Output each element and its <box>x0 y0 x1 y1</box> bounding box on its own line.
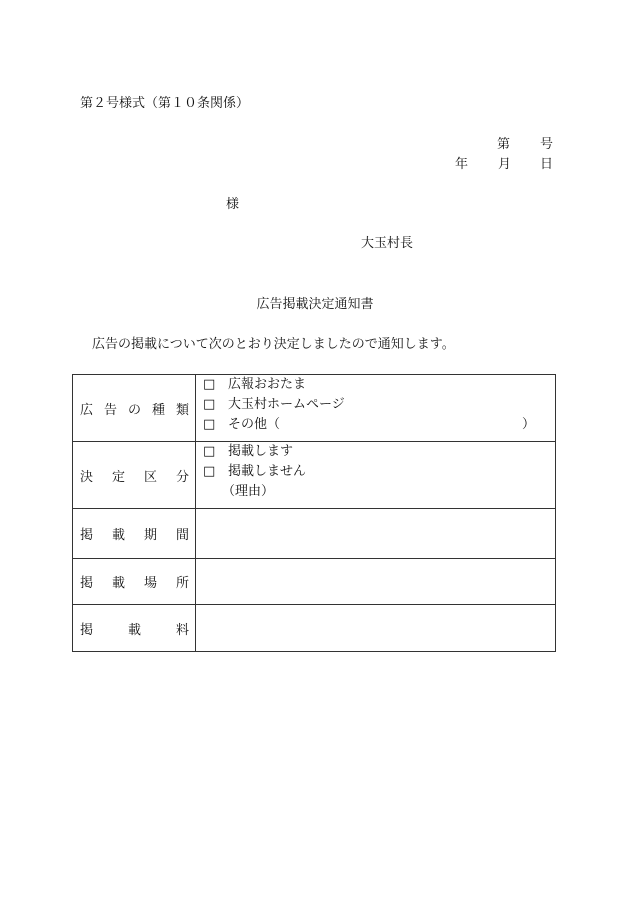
label-char: 間 <box>175 528 189 543</box>
document-number-suffix: 号 <box>539 137 553 152</box>
label-char: 載 <box>127 622 141 638</box>
label-place <box>73 559 196 605</box>
option-label: 掲載します <box>228 444 294 459</box>
checkbox[interactable]: □ <box>203 464 216 479</box>
sender-name: 大玉村長 <box>361 236 414 251</box>
label-char: 種 <box>151 402 165 418</box>
row-place <box>73 559 556 605</box>
label-char: 場 <box>143 576 157 591</box>
checkbox[interactable]: □ <box>203 417 216 432</box>
checkbox[interactable]: □ <box>203 377 216 392</box>
label-char: 載 <box>111 528 125 543</box>
label-char: 載 <box>111 576 125 591</box>
label-char: 掲 <box>80 622 94 638</box>
document-number-prefix: 第 <box>497 137 511 152</box>
option-not-publish <box>202 462 549 482</box>
label-char: の <box>127 402 141 418</box>
label-char: 類 <box>175 402 189 418</box>
row-ad-type <box>73 375 556 442</box>
option-label: その他（ <box>228 417 281 432</box>
reason-label: （理由） <box>222 484 275 499</box>
recipient-suffix: 様 <box>226 197 240 212</box>
label-ad-type <box>73 375 196 442</box>
content-fee[interactable] <box>196 605 556 652</box>
checkbox[interactable]: □ <box>203 444 216 459</box>
checkbox[interactable]: □ <box>203 397 216 412</box>
option-label: 大玉村ホームページ <box>228 397 345 412</box>
notice-table <box>72 374 556 652</box>
row-period <box>73 509 556 559</box>
form-number: 第２号様式（第１０条関係） <box>80 96 250 111</box>
option-label: 掲載しません <box>228 464 307 479</box>
label-char: 定 <box>111 469 125 485</box>
label-char: 期 <box>143 528 157 543</box>
date-month: 月 <box>498 157 512 172</box>
label-char: 所 <box>175 576 189 591</box>
content-place[interactable] <box>196 559 556 605</box>
other-close-paren: ） <box>522 417 536 432</box>
option-publish <box>202 442 549 462</box>
option-other <box>202 415 549 435</box>
date-day: 日 <box>539 157 553 172</box>
row-decision <box>73 442 556 509</box>
label-decision <box>73 442 196 509</box>
label-char: 区 <box>143 469 157 485</box>
label-char: 掲 <box>80 528 94 543</box>
label-char: 分 <box>175 469 189 485</box>
label-fee <box>73 605 196 652</box>
body-text: 広告の掲載について次のとおり決定しましたので通知します。 <box>92 337 455 352</box>
content-decision <box>196 442 556 509</box>
date-year: 年 <box>455 157 469 172</box>
label-char: 料 <box>175 622 189 638</box>
content-ad-type <box>196 375 556 442</box>
document-title: 広告掲載決定通知書 <box>256 297 374 312</box>
label-char: 広 <box>80 402 94 418</box>
row-fee <box>73 605 556 652</box>
option-label: 広報おおたま <box>228 377 307 392</box>
label-char: 掲 <box>80 576 94 591</box>
label-char: 告 <box>103 402 117 418</box>
option-homepage <box>202 395 549 415</box>
label-char: 決 <box>80 469 94 485</box>
content-period[interactable] <box>196 509 556 559</box>
label-period <box>73 509 196 559</box>
option-kouhou <box>202 375 549 395</box>
